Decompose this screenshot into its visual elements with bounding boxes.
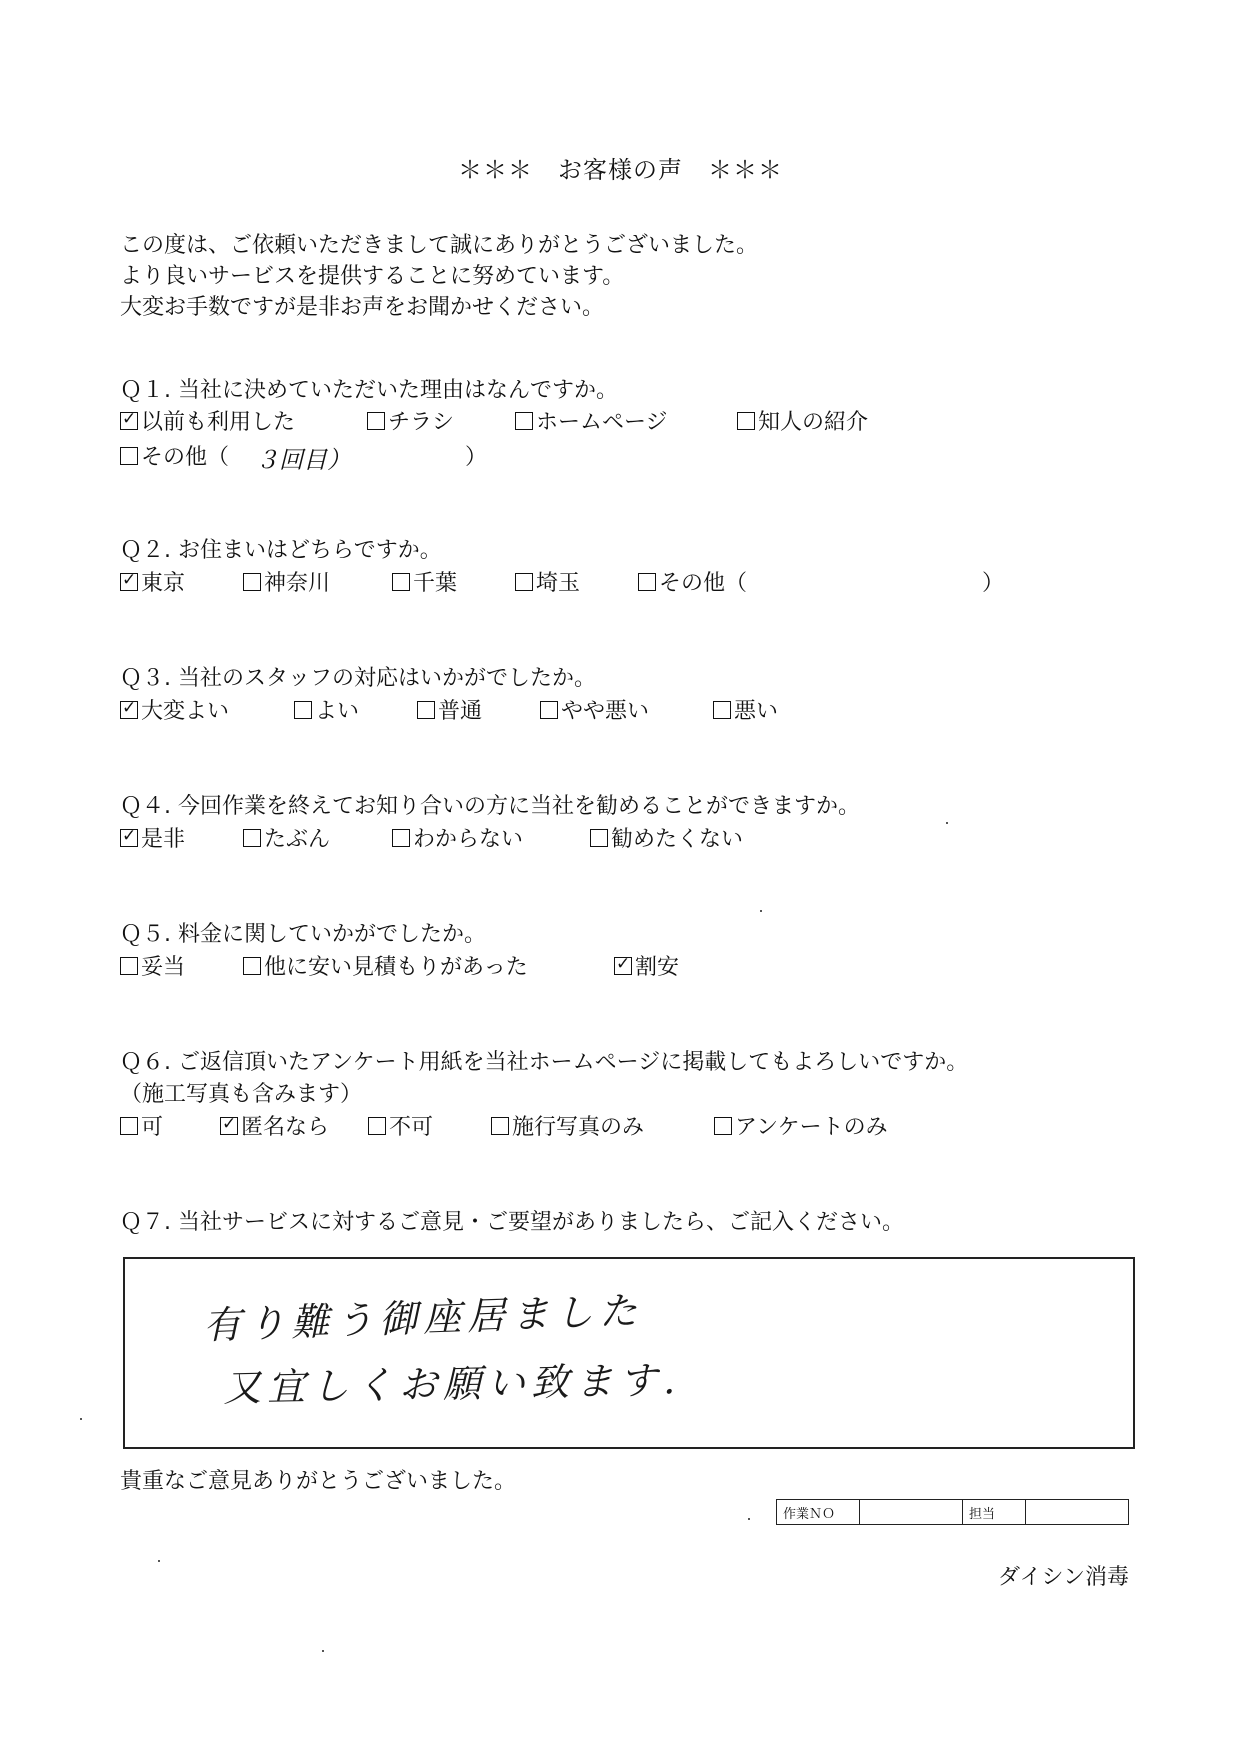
checkmark-icon: ✓: [122, 408, 137, 429]
q1-option-other[interactable]: [120, 440, 229, 471]
scan-speck: [322, 1650, 324, 1652]
q6-option-3[interactable]: [368, 1110, 433, 1141]
q5-option-1[interactable]: [120, 950, 185, 981]
scan-speck: [946, 822, 948, 824]
option-label: 埼玉: [536, 571, 581, 596]
scan-speck: [760, 910, 762, 912]
q3-option-3[interactable]: [417, 694, 482, 725]
q6-option-2[interactable]: [220, 1110, 329, 1141]
option-label: 千葉: [413, 571, 458, 596]
checkbox[interactable]: [243, 573, 261, 591]
checkbox[interactable]: [367, 412, 385, 430]
checkbox[interactable]: [120, 957, 138, 975]
option-label: 悪い: [734, 699, 779, 724]
company-name: ダイシン消毒: [997, 1565, 1129, 1590]
q2-option-other[interactable]: [638, 566, 747, 597]
q2-option-2[interactable]: [243, 566, 330, 597]
q4-question: Ｑ４. 今回作業を終えてお知り合いの方に当社を勧めることができますか。: [120, 794, 860, 819]
q6-option-1[interactable]: [120, 1110, 163, 1141]
staff-table: [776, 1499, 1129, 1525]
q5-options: [120, 950, 1120, 980]
q2-question: Ｑ２. お住まいはどちらですか。: [120, 538, 442, 563]
q5-question: Ｑ５. 料金に関していかがでしたか。: [120, 922, 486, 947]
checkbox[interactable]: [417, 701, 435, 719]
q4-option-1[interactable]: [120, 822, 185, 853]
option-label: ホームページ: [536, 410, 668, 435]
checkbox[interactable]: [392, 573, 410, 591]
option-label: 東京: [141, 571, 186, 596]
q3-option-4[interactable]: [540, 694, 649, 725]
option-label: 施行写真のみ: [512, 1115, 645, 1140]
intro-line-1: この度は、ご依頼いただきまして誠にありがとうございました。: [120, 233, 759, 258]
checkbox[interactable]: [713, 701, 731, 719]
checkmark-icon: ✓: [122, 697, 137, 718]
q2-option-3[interactable]: [392, 566, 457, 597]
checkbox[interactable]: [243, 957, 261, 975]
q5-option-2[interactable]: [243, 950, 528, 981]
q2-options: [120, 566, 1120, 596]
q1-option-1[interactable]: [120, 405, 295, 436]
option-label: チラシ: [388, 410, 455, 435]
q4-options: [120, 822, 1120, 852]
q1-option-3[interactable]: [515, 405, 668, 436]
option-label: 割安: [635, 955, 680, 980]
intro-line-2: より良いサービスを提供することに努めています。: [120, 264, 625, 289]
q1-other-value[interactable]: ３回目）: [255, 446, 351, 474]
option-label: 以前も利用した: [141, 410, 296, 435]
checkbox[interactable]: [120, 825, 138, 847]
q2-option-1[interactable]: [120, 566, 185, 597]
checkbox[interactable]: [714, 1117, 732, 1135]
checkmark-icon: ✓: [222, 1113, 237, 1134]
option-label: 不可: [389, 1115, 434, 1140]
comment-line-2: 又宜しくお願い致ます.: [222, 1358, 682, 1410]
q3-options: [120, 694, 1120, 724]
q6-option-4[interactable]: [491, 1110, 644, 1141]
scan-speck: [158, 1560, 160, 1562]
checkbox[interactable]: [294, 701, 312, 719]
q7-question: Ｑ７. 当社サービスに対するご意見・ご要望がありましたら、ご記入ください。: [120, 1210, 904, 1235]
option-label: 大変よい: [141, 699, 230, 724]
intro-line-3: 大変お手数ですが是非お声をお聞かせください。: [120, 295, 605, 320]
checkbox[interactable]: [515, 573, 533, 591]
scan-speck: [748, 1518, 750, 1520]
option-label: その他（: [141, 445, 230, 470]
checkbox[interactable]: [243, 829, 261, 847]
option-label: 妥当: [141, 955, 186, 980]
option-label: 知人の紹介: [758, 410, 869, 435]
checkbox[interactable]: [515, 412, 533, 430]
comment-line-1: 有り難う御座居ました: [202, 1288, 644, 1348]
checkbox[interactable]: [120, 447, 138, 465]
q5-option-3[interactable]: [614, 950, 679, 981]
option-label: 勧めたくない: [611, 827, 744, 852]
q2-other-close: ）: [982, 571, 1005, 596]
checkmark-icon: ✓: [122, 569, 137, 590]
checkbox[interactable]: [368, 1117, 386, 1135]
q3-option-5[interactable]: [713, 694, 778, 725]
q6-options: [120, 1110, 1120, 1140]
checkbox[interactable]: [590, 829, 608, 847]
q4-option-2[interactable]: [243, 822, 330, 853]
q1-other-close: ）: [465, 445, 488, 470]
q1-option-4[interactable]: [737, 405, 868, 436]
checkmark-icon: ✓: [122, 825, 137, 846]
q1-question: Ｑ１. 当社に決めていただいた理由はなんですか。: [120, 378, 618, 403]
comment-box[interactable]: [123, 1257, 1135, 1449]
option-label: 可: [141, 1115, 164, 1140]
thanks-message: 貴重なご意見ありがとうございました。: [120, 1469, 517, 1494]
option-label: たぶん: [264, 827, 331, 852]
option-label: よい: [315, 699, 360, 724]
option-label: 神奈川: [264, 571, 331, 596]
checkbox[interactable]: [737, 412, 755, 430]
option-label: やや悪い: [561, 699, 650, 724]
checkbox[interactable]: [120, 1117, 138, 1135]
q6-option-5[interactable]: [714, 1110, 888, 1141]
checkbox[interactable]: [540, 701, 558, 719]
option-label: アンケートのみ: [735, 1115, 888, 1140]
page-title: ＊＊＊ お客様の声 ＊＊＊: [458, 156, 783, 184]
checkbox[interactable]: [614, 953, 632, 975]
checkbox[interactable]: [120, 697, 138, 719]
q3-question: Ｑ３. 当社のスタッフの対応はいかがでしたか。: [120, 666, 596, 691]
q4-option-3[interactable]: [392, 822, 523, 853]
option-label: わからない: [413, 827, 524, 852]
q1-options: [120, 405, 1120, 435]
q3-option-1[interactable]: [120, 694, 229, 725]
checkbox[interactable]: [392, 829, 410, 847]
person-field[interactable]: [1026, 1500, 1129, 1525]
checkbox[interactable]: [491, 1117, 509, 1135]
checkbox[interactable]: [120, 569, 138, 591]
checkbox[interactable]: [220, 1113, 238, 1135]
q6-question: Ｑ６. ご返信頂いたアンケート用紙を当社ホームページに掲載してもよろしいですか。: [120, 1050, 969, 1075]
scan-speck: [80, 1418, 82, 1420]
option-label: その他（: [659, 571, 748, 596]
q4-option-4[interactable]: [590, 822, 743, 853]
q3-option-2[interactable]: [294, 694, 359, 725]
checkbox[interactable]: [638, 573, 656, 591]
option-label: 是非: [141, 827, 186, 852]
job-no-label: 作業ＮＯ: [777, 1500, 860, 1525]
option-label: 普通: [438, 699, 483, 724]
option-label: 匿名なら: [241, 1115, 330, 1140]
checkbox[interactable]: [120, 408, 138, 430]
q1-option-2[interactable]: [367, 405, 454, 436]
person-label: 担当: [963, 1500, 1026, 1525]
job-no-field[interactable]: [860, 1500, 963, 1525]
q1-other-row: [120, 440, 720, 474]
checkmark-icon: ✓: [616, 953, 631, 974]
q6-note: （施工写真も含みます）: [120, 1082, 363, 1107]
q2-option-4[interactable]: [515, 566, 580, 597]
option-label: 他に安い見積もりがあった: [264, 955, 528, 980]
